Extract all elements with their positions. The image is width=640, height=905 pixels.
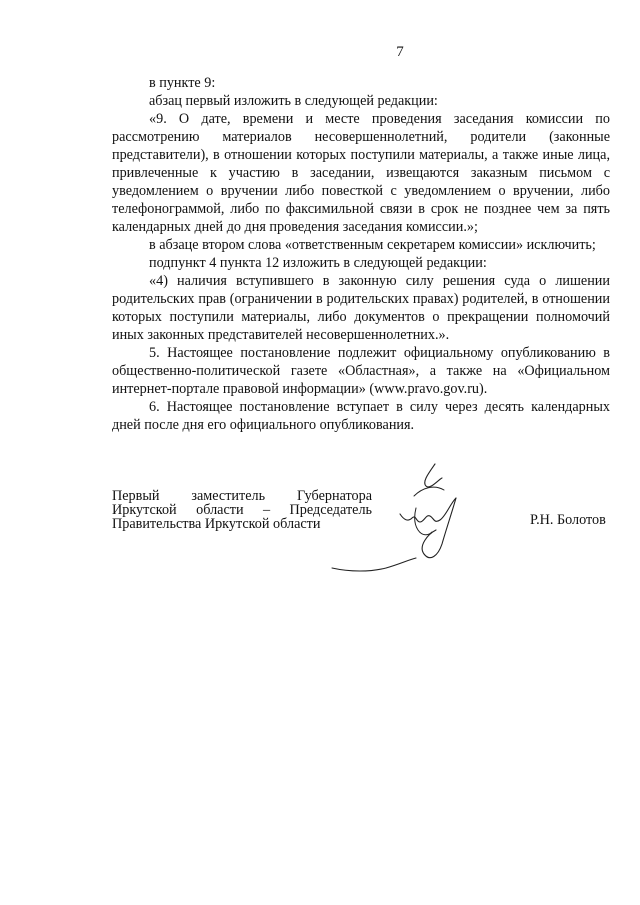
paragraph-7: 5. Настоящее постановление подлежит официальному опубликованию в общественно-политической газете «Областная», а также на «Официальном интернет-портале правовой информации» (www.pravo.gov.ru). (112, 345, 610, 397)
paragraph-5: подпункт 4 пункта 12 изложить в следующей редакции: (149, 255, 487, 271)
signatory-position-line-1: Первый заместитель Губернатора (112, 488, 372, 504)
signatory-position-line-2: Иркутской области – Председатель (112, 502, 372, 518)
signatory-name: Р.Н. Болотов (530, 512, 606, 528)
paragraph-3: «9. О дате, времени и месте проведения заседания комиссии по рассмотрению материалов несовершеннолетний, родители (законные представители), в отношении которых поступили материалы, а также иные лица, привлеченные к участию в заседании, извещаются заказным письмом с уведомлением о вручении либо повесткой с уведомлением о вручении, либо телефонограммой, либо по факсимильной связи в срок не позднее чем за пять календарных дней до дня проведения заседания комиссии.»; (112, 111, 610, 235)
paragraph-1: в пункте 9: (149, 75, 216, 91)
paragraph-2: абзац первый изложить в следующей редакции: (149, 93, 438, 109)
document-body (112, 74, 610, 434)
paragraph-6: «4) наличия вступившего в законную силу решения суда о лишении родительских прав (ограничении в родительских правах) родителей, в отношении которых поступили материалы, либо документов о прекращении полномочий иных законных представителей несовершеннолетних.». (112, 273, 610, 343)
signatory-position-line-3: Правительства Иркутской области (112, 516, 321, 532)
paragraph-8: 6. Настоящее постановление вступает в силу через десять календарных дней после дня его официального опубликования. (112, 399, 610, 433)
handwritten-signature (330, 460, 480, 580)
page-number: 7 (396, 44, 404, 60)
paragraph-4: в абзаце втором слова «ответственным секретарем комиссии» исключить; (149, 237, 596, 253)
